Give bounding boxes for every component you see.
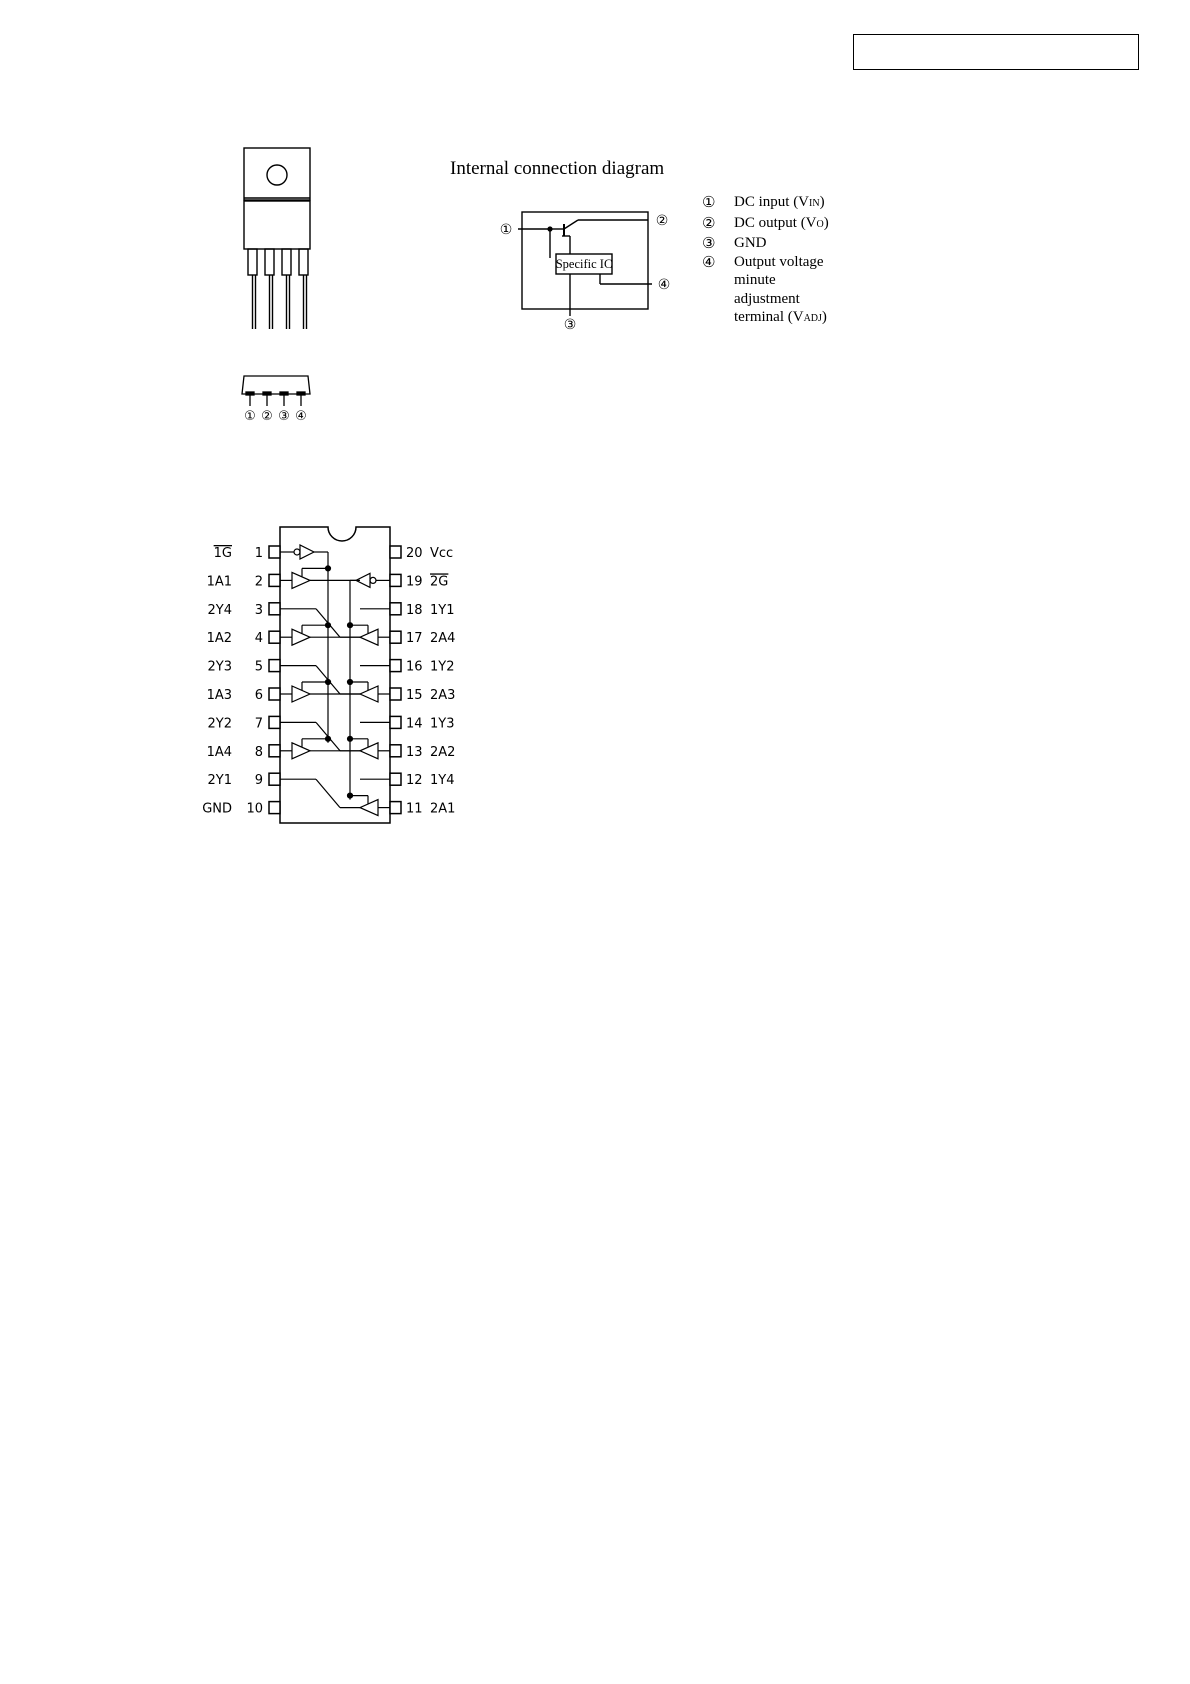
pin-number: 2 (254, 574, 263, 590)
ic-pin (390, 603, 401, 615)
pin-name: 2Y2 (207, 716, 232, 732)
package-pin-4-label: ④ (295, 409, 307, 424)
pin-number: 11 (406, 801, 423, 817)
pin-number: 14 (406, 716, 423, 732)
pin-legend: ① DC input (VIN) ② DC output (VO) ③ GND ④ Output voltage minute adjustment terminal (VADJ) (702, 193, 829, 325)
pin-name: 1Y4 (430, 773, 455, 789)
ic-body (280, 527, 390, 823)
pin-name: Vcc (430, 546, 454, 561)
specific-ic-label: Specific IC (555, 257, 613, 271)
pin-number: 3 (254, 602, 263, 618)
ic-pin (390, 631, 401, 643)
pin-name: 1A3 (206, 688, 232, 703)
pin-number: 6 (254, 688, 263, 703)
pin-name: 2G (430, 574, 449, 590)
pin-number: 10 (246, 801, 263, 817)
ic-pin (269, 688, 280, 700)
pin-number: 5 (254, 659, 263, 675)
package-tab (244, 148, 310, 200)
pin-name: 1G (213, 546, 232, 561)
pin-name: 1Y2 (430, 659, 455, 675)
legend-text: terminal (734, 309, 784, 325)
pin-number: 9 (254, 773, 263, 789)
pin-number: 18 (406, 602, 423, 618)
legend-text: DC output (734, 214, 797, 231)
ic-pin (390, 773, 401, 785)
legend-item: ① DC input (VIN) (702, 193, 829, 214)
header-label (854, 35, 1138, 51)
package-body (244, 201, 310, 249)
header-box (853, 34, 1139, 70)
legend-symbol: IN (809, 198, 820, 209)
pin-number: 17 (406, 631, 423, 647)
ic-pin (269, 631, 280, 643)
legend-item (702, 253, 829, 272)
legend-symbol: ADJ (803, 313, 822, 324)
pin-name: 2A4 (430, 631, 456, 647)
ic-pin (269, 716, 280, 728)
ic-pin (269, 802, 280, 814)
pin-number: 12 (406, 773, 423, 789)
pin-number: 7 (254, 716, 263, 732)
pin-name: 1A1 (206, 574, 232, 590)
schematic-pin-4: ④ (657, 277, 671, 293)
pin-number: 4 (254, 631, 263, 647)
legend-text: DC input (734, 194, 790, 210)
legend-text: minute (734, 272, 776, 288)
schematic-pin-2: ② (655, 213, 669, 229)
legend-text: Output voltage (734, 253, 824, 270)
pin-name: 2Y1 (207, 773, 232, 789)
pin-name: 2A2 (430, 744, 456, 760)
schematic-pin-3: ③ (563, 317, 577, 330)
pin-name: 2Y4 (207, 602, 232, 618)
internal-connection-schematic (498, 200, 676, 330)
package-pin-2-label: ② (261, 409, 273, 424)
pin-number: 8 (254, 744, 263, 760)
legend-number: ③ (702, 234, 716, 252)
pin-name: 1Y1 (430, 602, 455, 618)
ic-pin (269, 773, 280, 785)
ic-pin (390, 745, 401, 757)
ic-pin (390, 716, 401, 728)
ic-pin (269, 574, 280, 586)
package-pin-1-label: ① (244, 409, 256, 424)
schematic-pin-1: ① (499, 222, 513, 238)
legend-text: GND (734, 235, 767, 251)
pin-number: 15 (406, 688, 423, 703)
legend-number: ② (702, 213, 716, 232)
legend-number: ④ (702, 252, 716, 271)
legend-symbol: O (816, 218, 824, 230)
legend-item (702, 234, 829, 253)
pin-number: 16 (406, 659, 423, 675)
ic-pin (390, 574, 401, 586)
pin-number: 13 (406, 744, 423, 760)
package-leads (248, 249, 308, 329)
pin-number: 20 (406, 546, 423, 561)
ic-pin (390, 688, 401, 700)
ic-pin (269, 546, 280, 558)
legend-item: ② DC output (VO) (702, 214, 829, 235)
ic-pin (390, 660, 401, 672)
ic-pin (390, 546, 401, 558)
ic-pin (269, 603, 280, 615)
package-bottom-view (238, 372, 314, 436)
pin-name: 1Y3 (430, 716, 455, 732)
package-pin-3-label: ③ (278, 409, 290, 424)
ic-pin (269, 660, 280, 672)
pin-number: 1 (254, 546, 263, 561)
dip-ic-pinout (190, 515, 480, 835)
legend-text: adjustment (734, 290, 800, 307)
mounting-hole (267, 165, 287, 185)
pin-name: 2Y3 (207, 659, 232, 675)
pin-name: 1A4 (206, 744, 232, 760)
ic-pin (269, 745, 280, 757)
package-front-view (240, 146, 316, 334)
pin-name: 1A2 (206, 631, 232, 647)
pin-name: 2A3 (430, 688, 456, 703)
pin-name: 2A1 (430, 801, 456, 817)
internal-diagram-title: Internal connection diagram (450, 158, 665, 179)
legend-number: ① (702, 193, 716, 211)
pin-number: 19 (406, 574, 423, 590)
pin-name: GND (202, 801, 232, 817)
ic-pin (390, 802, 401, 814)
